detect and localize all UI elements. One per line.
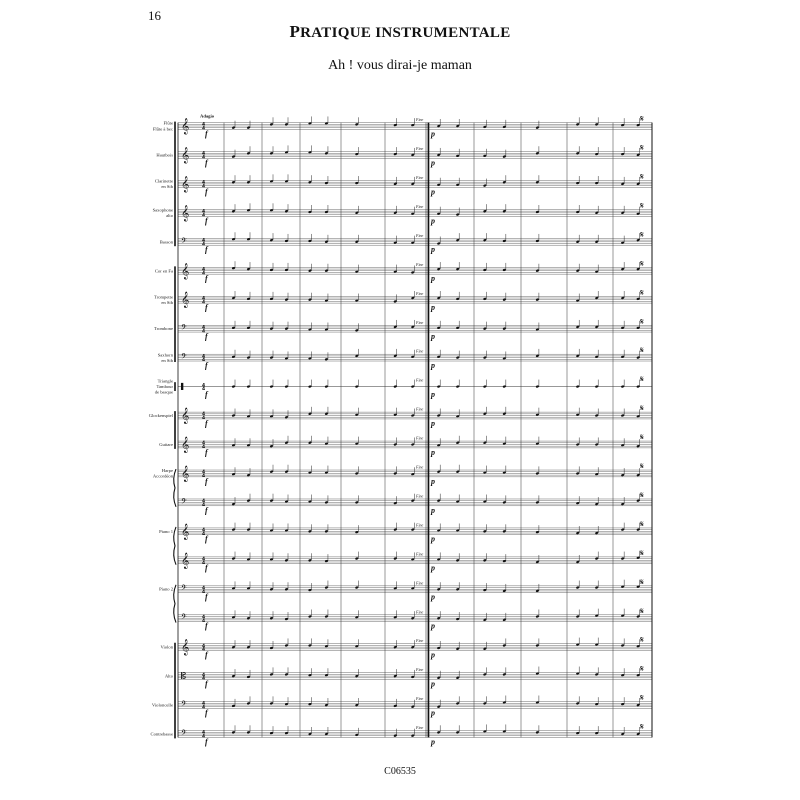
segno-icon: 𝄋 bbox=[640, 375, 644, 386]
dynamic-piano: p bbox=[431, 563, 435, 573]
time-signature-top: 4 bbox=[202, 585, 206, 591]
segno-icon: 𝄋 bbox=[640, 548, 644, 559]
fine-marker: Fine bbox=[416, 261, 424, 267]
treble-clef-icon: 𝄞 bbox=[181, 205, 190, 222]
instrument-name: Harpe bbox=[161, 468, 173, 474]
time-signature-top: 4 bbox=[202, 180, 206, 186]
fine-marker: Fine bbox=[416, 551, 424, 557]
time-signature-top: 4 bbox=[202, 470, 206, 476]
dynamic-piano: p bbox=[431, 274, 435, 284]
time-signature-bottom: 4 bbox=[202, 618, 206, 624]
dynamic-piano: p bbox=[431, 332, 435, 342]
time-signature-top: 4 bbox=[202, 151, 206, 157]
title-rest: RATIQUE INSTRUMENTALE bbox=[300, 25, 511, 41]
fine-marker: Fine bbox=[416, 348, 424, 354]
segno-icon: 𝄋 bbox=[640, 259, 644, 270]
fine-marker: Fine bbox=[416, 435, 424, 441]
time-signature-top: 4 bbox=[202, 267, 206, 273]
time-signature-bottom: 4 bbox=[202, 647, 206, 653]
dynamic-forte: f bbox=[205, 187, 208, 197]
instrument-name: de basque bbox=[154, 389, 173, 395]
segno-icon: 𝄋 bbox=[640, 635, 644, 646]
time-signature-top: 4 bbox=[202, 383, 206, 389]
dynamic-piano: p bbox=[431, 737, 435, 747]
brace-icon bbox=[174, 469, 176, 507]
dynamic-piano: p bbox=[431, 447, 435, 457]
time-signature-bottom: 4 bbox=[202, 300, 206, 306]
segno-icon: 𝄋 bbox=[640, 201, 644, 212]
title-initial: P bbox=[289, 22, 301, 41]
dynamic-piano: p bbox=[431, 708, 435, 718]
instrument-name: Hautbois bbox=[156, 152, 173, 158]
segno-icon: 𝄋 bbox=[640, 722, 644, 733]
treble-clef-icon: 𝄞 bbox=[181, 465, 190, 482]
segno-icon: 𝄋 bbox=[640, 664, 644, 675]
fine-marker: Fine bbox=[416, 117, 424, 123]
dynamic-forte: f bbox=[205, 563, 208, 573]
bass-clef-icon: 𝄢 bbox=[181, 700, 187, 711]
fine-marker: Fine bbox=[416, 580, 424, 586]
time-signature-top: 4 bbox=[202, 701, 206, 707]
dynamic-piano: p bbox=[431, 418, 435, 428]
time-signature-bottom: 4 bbox=[202, 502, 206, 508]
instrument-name: Triangle bbox=[157, 378, 173, 384]
instrument-name: Flûte à bec bbox=[152, 126, 173, 132]
time-signature-bottom: 4 bbox=[202, 329, 206, 335]
dynamic-forte: f bbox=[205, 245, 208, 255]
segno-icon: 𝄋 bbox=[640, 230, 644, 241]
dynamic-forte: f bbox=[205, 332, 208, 342]
tempo-marking: Adagio bbox=[200, 113, 215, 119]
treble-clef-icon: 𝄞 bbox=[181, 118, 190, 135]
time-signature-bottom: 4 bbox=[202, 155, 206, 161]
fine-marker: Fine bbox=[416, 609, 424, 615]
dynamic-piano: p bbox=[431, 129, 435, 139]
treble-clef-icon: 𝄞 bbox=[181, 523, 190, 540]
instrument-name: Trombone bbox=[154, 326, 173, 332]
dynamic-forte: f bbox=[205, 476, 208, 486]
bass-clef-icon: 𝄢 bbox=[181, 497, 187, 508]
fine-marker: Fine bbox=[416, 667, 424, 673]
dynamic-forte: f bbox=[205, 418, 208, 428]
time-signature-bottom: 4 bbox=[202, 184, 206, 190]
segno-icon: 𝄋 bbox=[640, 404, 644, 415]
fine-marker: Fine bbox=[416, 493, 424, 499]
time-signature-top: 4 bbox=[202, 354, 206, 360]
dynamic-forte: f bbox=[205, 303, 208, 313]
bass-clef-icon: 𝄢 bbox=[181, 584, 187, 595]
bass-clef-icon: 𝄢 bbox=[181, 237, 187, 248]
time-signature-top: 4 bbox=[202, 238, 206, 244]
time-signature-bottom: 4 bbox=[202, 474, 206, 480]
time-signature-bottom: 4 bbox=[202, 213, 206, 219]
instrument-name: Contrebasse bbox=[150, 731, 173, 737]
dynamic-forte: f bbox=[205, 389, 208, 399]
time-signature-bottom: 4 bbox=[202, 705, 206, 711]
bass-clef-icon: 𝄢 bbox=[181, 324, 187, 335]
fine-marker: Fine bbox=[416, 406, 424, 412]
treble-clef-icon: 𝄞 bbox=[181, 292, 190, 309]
dynamic-forte: f bbox=[205, 708, 208, 718]
dynamic-piano: p bbox=[431, 476, 435, 486]
segno-icon: 𝄋 bbox=[640, 114, 644, 125]
instrument-name: Accordéon bbox=[152, 473, 173, 479]
instrument-name: Trompette bbox=[154, 294, 173, 300]
treble-clef-icon: 𝄞 bbox=[181, 147, 190, 164]
brace-icon bbox=[174, 527, 176, 565]
time-signature-bottom: 4 bbox=[202, 416, 206, 422]
segno-icon: 𝄋 bbox=[640, 346, 644, 357]
segno-icon: 𝄋 bbox=[640, 172, 644, 183]
time-signature-top: 4 bbox=[202, 528, 206, 534]
segno-icon: 𝄋 bbox=[640, 693, 644, 704]
time-signature-bottom: 4 bbox=[202, 358, 206, 364]
dynamic-piano: p bbox=[431, 534, 435, 544]
treble-clef-icon: 𝄞 bbox=[181, 176, 190, 193]
dynamic-forte: f bbox=[205, 650, 208, 660]
percussion-clef-icon: ▌ bbox=[181, 383, 186, 391]
fine-marker: Fine bbox=[416, 638, 424, 644]
brace-icon bbox=[174, 585, 176, 623]
instrument-name: Saxophone bbox=[152, 207, 173, 213]
fine-marker: Fine bbox=[416, 464, 424, 470]
dynamic-forte: f bbox=[205, 679, 208, 689]
dynamic-forte: f bbox=[205, 534, 208, 544]
segno-icon: 𝄋 bbox=[640, 433, 644, 444]
time-signature-top: 4 bbox=[202, 325, 206, 331]
time-signature-top: 4 bbox=[202, 412, 206, 418]
instrument-name: Guitare bbox=[159, 441, 173, 447]
bass-clef-icon: 𝄢 bbox=[181, 729, 187, 740]
dynamic-piano: p bbox=[431, 592, 435, 602]
time-signature-top: 4 bbox=[202, 672, 206, 678]
dynamic-piano: p bbox=[431, 216, 435, 226]
time-signature-bottom: 4 bbox=[202, 589, 206, 595]
dynamic-piano: p bbox=[431, 361, 435, 371]
dynamic-piano: p bbox=[431, 158, 435, 168]
time-signature-top: 4 bbox=[202, 296, 206, 302]
instrument-name: Alto bbox=[164, 673, 173, 679]
time-signature-top: 4 bbox=[202, 441, 206, 447]
time-signature-bottom: 4 bbox=[202, 242, 206, 248]
fine-marker: Fine bbox=[416, 203, 424, 209]
dynamic-piano: p bbox=[431, 650, 435, 660]
treble-clef-icon: 𝄞 bbox=[181, 552, 190, 569]
time-signature-top: 4 bbox=[202, 122, 206, 128]
time-signature-top: 4 bbox=[202, 209, 206, 215]
fine-marker: Fine bbox=[416, 290, 424, 296]
time-signature-bottom: 4 bbox=[202, 271, 206, 277]
fine-marker: Fine bbox=[416, 725, 424, 731]
time-signature-bottom: 4 bbox=[202, 676, 206, 682]
fine-marker: Fine bbox=[416, 146, 424, 152]
dynamic-piano: p bbox=[431, 245, 435, 255]
fine-marker: Fine bbox=[416, 319, 424, 325]
fine-marker: Fine bbox=[416, 696, 424, 702]
segno-icon: 𝄋 bbox=[640, 606, 644, 617]
dynamic-piano: p bbox=[431, 621, 435, 631]
instrument-name: en Sib bbox=[161, 184, 173, 190]
instrument-name: Clarinette bbox=[154, 178, 173, 184]
dynamic-piano: p bbox=[431, 389, 435, 399]
segno-icon: 𝄋 bbox=[640, 317, 644, 328]
segno-icon: 𝄋 bbox=[640, 519, 644, 530]
instrument-name: en Sib bbox=[161, 357, 173, 363]
fine-marker: Fine bbox=[416, 232, 424, 238]
dynamic-piano: p bbox=[431, 187, 435, 197]
dynamic-piano: p bbox=[431, 505, 435, 515]
alto-clef-icon: 𝄡 bbox=[181, 672, 187, 683]
dynamic-forte: f bbox=[205, 505, 208, 515]
dynamic-forte: f bbox=[205, 216, 208, 226]
treble-clef-icon: 𝄞 bbox=[181, 639, 190, 656]
segno-icon: 𝄋 bbox=[640, 577, 644, 588]
time-signature-bottom: 4 bbox=[202, 387, 206, 393]
instrument-name: Piano 2 bbox=[159, 586, 173, 592]
dynamic-piano: p bbox=[431, 679, 435, 689]
segno-icon: 𝄋 bbox=[640, 490, 644, 501]
bass-clef-icon: 𝄢 bbox=[181, 613, 187, 624]
instrument-name: Basson bbox=[159, 239, 173, 245]
treble-clef-icon: 𝄞 bbox=[181, 408, 190, 425]
fine-marker: Fine bbox=[416, 377, 424, 383]
segno-icon: 𝄋 bbox=[640, 462, 644, 473]
dynamic-forte: f bbox=[205, 129, 208, 139]
page-number: 16 bbox=[148, 8, 161, 23]
treble-clef-icon: 𝄞 bbox=[181, 263, 190, 280]
time-signature-top: 4 bbox=[202, 556, 206, 562]
dynamic-forte: f bbox=[205, 447, 208, 457]
segno-icon: 𝄋 bbox=[640, 288, 644, 299]
catalog-number: C06535 bbox=[384, 766, 416, 777]
instrument-name: Saxhorn bbox=[157, 352, 173, 358]
dynamic-forte: f bbox=[205, 592, 208, 602]
fine-marker: Fine bbox=[416, 175, 424, 181]
time-signature-bottom: 4 bbox=[202, 560, 206, 566]
instrument-name: Piano 1 bbox=[159, 528, 173, 534]
bass-clef-icon: 𝄢 bbox=[181, 353, 187, 364]
fine-marker: Fine bbox=[416, 522, 424, 528]
dynamic-forte: f bbox=[205, 621, 208, 631]
time-signature-bottom: 4 bbox=[202, 531, 206, 537]
dynamic-forte: f bbox=[205, 274, 208, 284]
instrument-name: Glockenspiel bbox=[148, 413, 173, 419]
instrument-name: Flûte bbox=[163, 120, 173, 126]
instrument-name: Violoncelle bbox=[151, 702, 173, 708]
time-signature-top: 4 bbox=[202, 614, 206, 620]
dynamic-forte: f bbox=[205, 737, 208, 747]
time-signature-top: 4 bbox=[202, 730, 206, 736]
dynamic-forte: f bbox=[205, 158, 208, 168]
time-signature-top: 4 bbox=[202, 643, 206, 649]
piece-title: Ah ! vous dirai-je maman bbox=[328, 58, 472, 73]
dynamic-forte: f bbox=[205, 361, 208, 371]
dynamic-piano: p bbox=[431, 303, 435, 313]
time-signature-bottom: 4 bbox=[202, 126, 206, 132]
instrument-name: en Sib bbox=[161, 300, 173, 306]
time-signature-bottom: 4 bbox=[202, 734, 206, 740]
time-signature-top: 4 bbox=[202, 499, 206, 505]
instrument-name: Cor en Fa bbox=[154, 268, 173, 274]
instrument-name: Violon bbox=[160, 644, 173, 650]
treble-clef-icon: 𝄞 bbox=[181, 436, 190, 453]
instrument-name: Tambour bbox=[156, 384, 173, 390]
segno-icon: 𝄋 bbox=[640, 143, 644, 154]
time-signature-bottom: 4 bbox=[202, 445, 206, 451]
instrument-name: alto bbox=[166, 213, 173, 219]
